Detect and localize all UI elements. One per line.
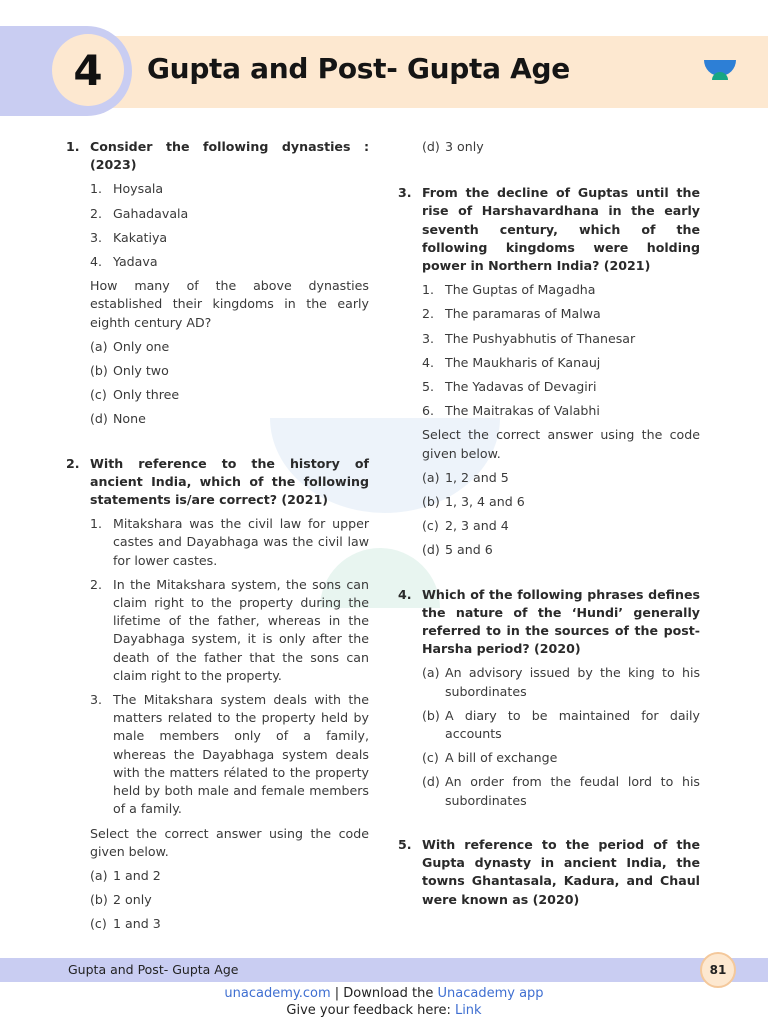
question-number: 4. xyxy=(398,586,412,602)
answer-option: (c) 2, 3 and 4 xyxy=(422,518,509,534)
answer-option: (b) Only two xyxy=(90,363,169,379)
download-text: | Download the xyxy=(330,986,438,1001)
answer-option: (b) 2 only xyxy=(90,892,152,908)
list-item: 3. The Pushyabhutis of Thanesar xyxy=(422,330,636,346)
question-prompt: Select the correct answer using the code given below. xyxy=(90,825,369,859)
question-stem: Which of the following phrases defines the nature of the ‘Hundi’ generally referred to in the sources of the post-Harsha period? (2020) xyxy=(422,586,700,657)
answer-option: (a) 1 and 2 xyxy=(90,867,161,883)
footer-download-line xyxy=(0,986,768,1001)
answer-option: (a) Only one xyxy=(90,338,170,354)
list-item: 1. The Guptas of Magadha xyxy=(422,282,596,298)
statement-list xyxy=(90,180,369,271)
chapter-title: Gupta and Post- Gupta Age xyxy=(147,52,570,85)
answer-option: (d) None xyxy=(90,411,146,427)
list-item: 3. Kakatiya xyxy=(90,229,168,245)
question-stem: Consider the following dynasties : (2023) xyxy=(90,139,369,173)
question-2 xyxy=(66,455,369,934)
question-stem: With reference to the period of the Gupta dynasty in ancient India, the towns Ghantasala, Kadura, and Chaul were known as (2020) xyxy=(422,836,700,907)
footer-chapter-title: Gupta and Post- Gupta Age xyxy=(68,962,239,977)
feedback-text: Give your feedback here: xyxy=(286,1003,455,1018)
answer-option: (c) A bill of exchange xyxy=(422,750,558,766)
site-link[interactable]: unacademy.com xyxy=(224,986,331,1001)
page-number: 81 xyxy=(700,952,736,988)
question-number: 1. xyxy=(66,139,80,154)
app-link[interactable]: Unacademy app xyxy=(437,986,544,1001)
question-prompt: Select the correct answer using the code given below. xyxy=(422,427,700,461)
list-item: 3. The Mitakshara system deals with the matters related to the property held by male members only of a family, whereas the Dayabhaga system deals with the matters rélated to the property held by both male and female members of a family. xyxy=(90,692,369,817)
answer-option: (a) An advisory issued by the king to his subordinates xyxy=(422,665,700,699)
answer-option: (a) 1, 2 and 5 xyxy=(422,469,509,485)
footer-feedback-line xyxy=(0,1003,768,1018)
list-item: 2. The paramaras of Malwa xyxy=(422,306,601,322)
answer-option: (b) 1, 3, 4 and 6 xyxy=(422,494,525,510)
question-stem: With reference to the history of ancient India, which of the following statements is/are correct? (2021) xyxy=(90,455,369,508)
answer-option: (c) Only three xyxy=(90,387,180,403)
question-number: 3. xyxy=(398,185,412,201)
chapter-number: 4 xyxy=(52,34,124,106)
list-item: 2. In the Mitakshara system, the sons can claim right to the property during the lifetime of the father, whereas in the Dayabhaga system, it is only after the death of the father that the sons can claim right to the property. xyxy=(90,576,369,683)
question-prompt: How many of the above dynasties established their kingdoms in the early eighth century AD? xyxy=(90,278,369,330)
question-3 xyxy=(398,184,700,559)
list-item: 5. The Yadavas of Devagiri xyxy=(422,379,597,395)
answer-option: (d) An order from the feudal lord to his subordinates xyxy=(422,774,700,808)
question-5 xyxy=(398,836,700,909)
answer-option: (d) 5 and 6 xyxy=(422,542,493,558)
question-number: 2. xyxy=(66,455,80,471)
question-4 xyxy=(398,586,700,810)
list-item: 2. Gahadavala xyxy=(90,205,189,221)
question-number: 5. xyxy=(398,836,412,852)
statement-list xyxy=(90,515,369,818)
left-column xyxy=(66,138,369,960)
list-item: 4. The Maukharis of Kanauj xyxy=(422,354,601,370)
list-item: 1. Mitakshara was the civil law for upper castes and Dayabhaga was the civil law for lower castes. xyxy=(90,516,369,568)
statement-list xyxy=(422,281,700,420)
list-item: 4. Yadava xyxy=(90,254,158,270)
list-item: 1. Hoysala xyxy=(90,181,164,197)
right-column xyxy=(398,138,700,935)
question-1 xyxy=(66,138,369,429)
question-stem: From the decline of Guptas until the rise of Harshavardhana in the early seventh century, which of the following kingdoms were holding power in Northern India? (2021) xyxy=(422,185,700,274)
answer-option: (c) 1 and 3 xyxy=(90,916,161,932)
answer-option-continued: (d) 3 only xyxy=(422,139,484,154)
list-item: 6. The Maitrakas of Valabhi xyxy=(422,403,600,419)
feedback-link[interactable]: Link xyxy=(454,1003,482,1018)
answer-option: (b) A diary to be maintained for daily accounts xyxy=(422,707,700,742)
unacademy-logo-icon xyxy=(700,58,740,88)
